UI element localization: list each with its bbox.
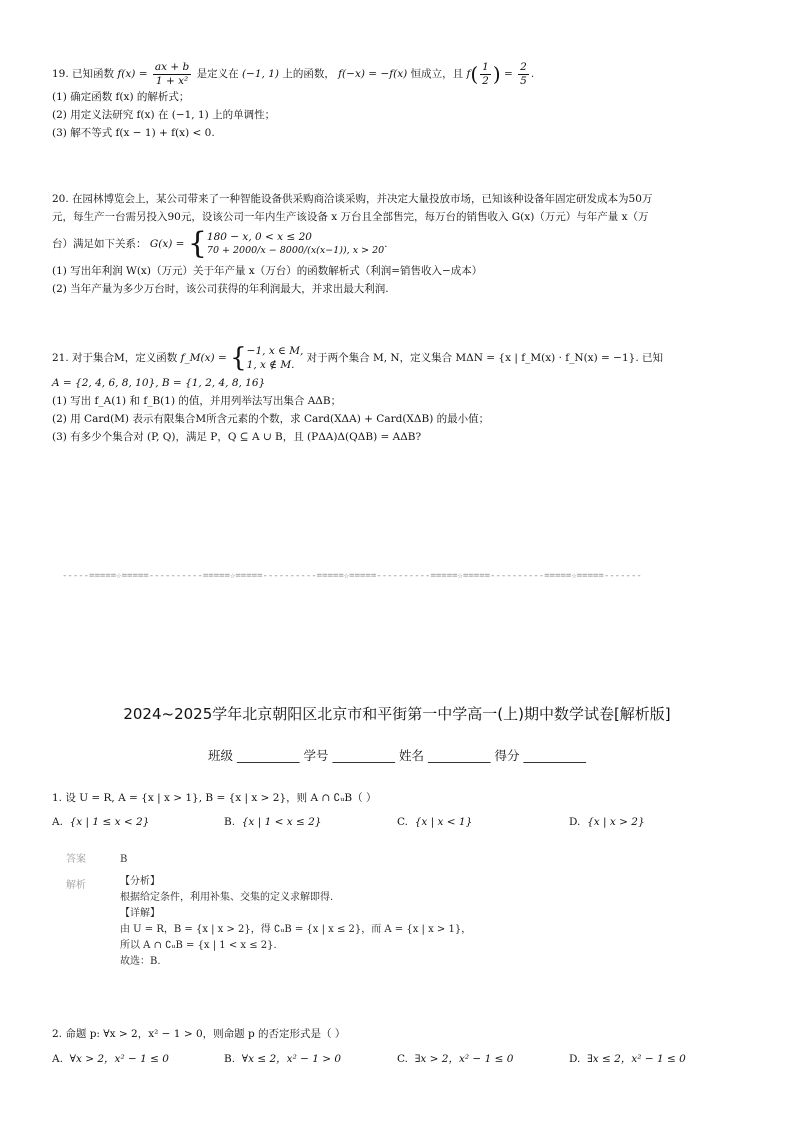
q19-stem-c: 上的函数， xyxy=(282,68,335,80)
q19-f: f xyxy=(466,68,471,80)
q19-part-2: (2) 用定义法研究 f(x) 在 (−1, 1) 上的单调性； xyxy=(52,109,276,121)
name-blank: __________ xyxy=(428,748,491,763)
answer-label: 答案 xyxy=(66,854,86,865)
student-info-fields xyxy=(0,746,794,764)
q20-line-2: 元，每生产一台需另投入90元，设该公司一年内生产该设备 x 万台且全部售完，每万台的销售收入 G(x)（万元）与年产量 x（万 xyxy=(52,211,649,223)
q19-part-1: (1) 确定函数 f(x) 的解析式； xyxy=(52,91,190,103)
q19-stem-a: 已知函数 xyxy=(72,68,115,80)
q21-piecewise: { −1, x ∈ M, 1, x ∉ M. xyxy=(230,343,304,373)
analysis-line: 【详解】 xyxy=(120,908,160,919)
q20-line-1: 20. 在园林博览会上，某公司带来了一种智能设备供采购商洽谈采购，并决定大量投放市场，已知该种设备年固定研发成本为50万 xyxy=(52,193,653,205)
q21-stem-a: 21. 对于集合M，定义函数 xyxy=(52,352,178,364)
exam-title: 2024~2025学年北京朝阳区北京市和平街第一中学高一(上)期中数学试卷[解析版] xyxy=(123,705,671,723)
q1-analysis xyxy=(120,874,471,970)
q20-gx: G(x) = xyxy=(149,238,185,250)
q19-value: $\frac{2}{5}$ xyxy=(520,60,527,87)
name-label: 姓名 xyxy=(399,748,425,763)
q19-part-3: (3) 解不等式 f(x − 1) + f(x) < 0. xyxy=(52,127,215,139)
q21-part-2: (2) 用 Card(M) 表示有限集合M所含元素的个数，求 Card(XΔA) + Card(XΔB) 的最小值； xyxy=(52,413,490,425)
class-label: 班级 xyxy=(207,748,233,763)
score-blank: __________ xyxy=(523,748,587,763)
q1-option-b: B. {x | 1 < x ≤ 2} xyxy=(224,816,322,828)
q1-answer-row xyxy=(66,850,127,865)
q2-option-a: A. ∀x > 2，x² − 1 ≤ 0 xyxy=(52,1053,169,1065)
q19-half: $\frac{1}{2}$ xyxy=(482,60,489,87)
q20-part-2: (2) 当年产量为多少万台时，该公司获得的年利润最大，并求出最大利润. xyxy=(52,283,389,295)
answer-value: B xyxy=(120,854,128,865)
q19-fx: f(x) = xyxy=(117,68,148,80)
analysis-line: 由 U = R，B = {x | x > 2}，得 ∁ᵤB = {x | x ≤ 2}，而 A = {x | x > 1}， xyxy=(120,924,472,935)
id-label: 学号 xyxy=(303,748,329,763)
analysis-line: 【分析】 xyxy=(120,876,160,887)
q19-stem-d: 恒成立，且 xyxy=(410,68,464,80)
q2-option-b: B. ∀x ≤ 2，x² − 1 > 0 xyxy=(224,1053,342,1065)
q19-function-fraction: $\frac{ax + b}{\text{1 + x²}}$ xyxy=(154,60,190,87)
section-divider: -----=====☆=====----------=====☆=====----------=====☆=====----------=====☆=====----------=====☆=====------- xyxy=(62,571,642,581)
q19-eq: = xyxy=(503,68,513,80)
q1-option-a: A. {x | 1 ≤ x < 2} xyxy=(52,816,150,828)
q20-line-3: 台）满足如下关系： xyxy=(52,238,147,250)
q1-option-c: C. {x | x < 1} xyxy=(397,816,473,828)
q19-interval: (−1, 1) xyxy=(241,68,279,80)
analysis-line: 所以 A ∩ ∁ᵤB = {x | 1 < x ≤ 2}. xyxy=(120,940,277,951)
q19-stem-b: 是定义在 xyxy=(196,68,239,80)
question-1-stem: 1. 设 U = R, A = {x | x > 1}, B = {x | x > 2}，则 A ∩ ∁ᵤB（ ） xyxy=(52,792,377,804)
analysis-label: 解析 xyxy=(66,880,86,891)
q20-case-1: 180 − x, 0 < x ≤ 20 xyxy=(206,231,312,243)
q20-part-1: (1) 写出年利润 W(x)（万元）关于年产量 x（万台）的函数解析式（利润=销售收入−成本） xyxy=(52,265,483,277)
q21-stem-b: 对于两个集合 M, N，定义集合 MΔN = {x | f_M(x) · f_N(x) = −1}. 已知 xyxy=(306,352,663,364)
q2-option-d: D. ∃x ≤ 2，x² − 1 ≤ 0 xyxy=(569,1053,686,1065)
analysis-line: 根据给定条件，利用补集、交集的定义求解即得. xyxy=(120,892,334,903)
analysis-line: 故选：B. xyxy=(120,956,161,967)
q19-odd-condition: f(−x) = −f(x) xyxy=(338,68,408,80)
class-blank: __________ xyxy=(236,748,300,763)
question-2-stem: 2. 命题 p: ∀x > 2，x² − 1 > 0，则命题 p 的否定形式是（ ） xyxy=(52,1028,346,1040)
q1-option-d: D. {x | x > 2} xyxy=(569,816,645,828)
q2-option-c: C. ∃x > 2，x² − 1 ≤ 0 xyxy=(397,1053,514,1065)
q20-piecewise: { 180 − x, 0 < x ≤ 20 70 + 2000/x − 8000/(x(x−1)), x > 20 xyxy=(187,226,385,261)
question-20: 20. 在园林博览会上，某公司带来了一种智能设备供采购商洽谈采购，并决定大量投放市场，已知该种设备年固定研发成本为50万 元，每生产一台需另投入90元，设该公司一年内生产该设备 x 万台且全部售完，每万台的销售收入 G(x)（万元）与年产量 x（万 台）满足如下关系： G(x) = { 180 − x, 0 < x ≤ 20 70 + 2000/x − 8000/(x(x−1)), x > 20 . (1) 写出年利润 W(x)（万元）关于年产量 x（万台）的函数解析式（利润=销售收入−成本） (2) 当年产量为多少万台时，该公司获得的年利润最大，并求出最大利润. xyxy=(52,190,742,298)
q20-case-2: 70 + 2000/x − 8000/(x(x−1)), x > 20 xyxy=(206,245,385,256)
q1-analysis-label-row xyxy=(66,876,120,891)
q21-fm: f_M(x) = xyxy=(180,352,227,364)
q19-number: 19. xyxy=(52,68,69,80)
q21-part-3: (3) 有多少个集合对 (P, Q)，满足 P，Q ⊆ A ∪ B，且 (PΔA)Δ(QΔB) = AΔB? xyxy=(52,431,422,443)
question-19: 19. 已知函数 f(x) = $\frac{ax + b}{\text{1 + x²}}$ 是定义在 (−1, 1) 上的函数， f(−x) = −f(x) 恒成立，且 f( $\frac{1}{2}$ ) = $\frac{2}{5}$ . (1) 确定函数 f(x) 的解析式； (2) 用定义法研究 f(x) 在 (−1, 1) 上的单调性； (3) 解不等式 f(x − 1) + f(x) < 0. xyxy=(52,60,742,142)
id-blank: __________ xyxy=(332,748,395,763)
question-21 xyxy=(52,342,742,446)
score-label: 得分 xyxy=(494,748,520,763)
q21-part-1: (1) 写出 f_A(1) 和 f_B(1) 的值，并用列举法写出集合 AΔB； xyxy=(52,395,342,407)
q21-sets: A = {2, 4, 6, 8, 10}, B = {1, 2, 4, 8, 16} xyxy=(52,377,266,389)
